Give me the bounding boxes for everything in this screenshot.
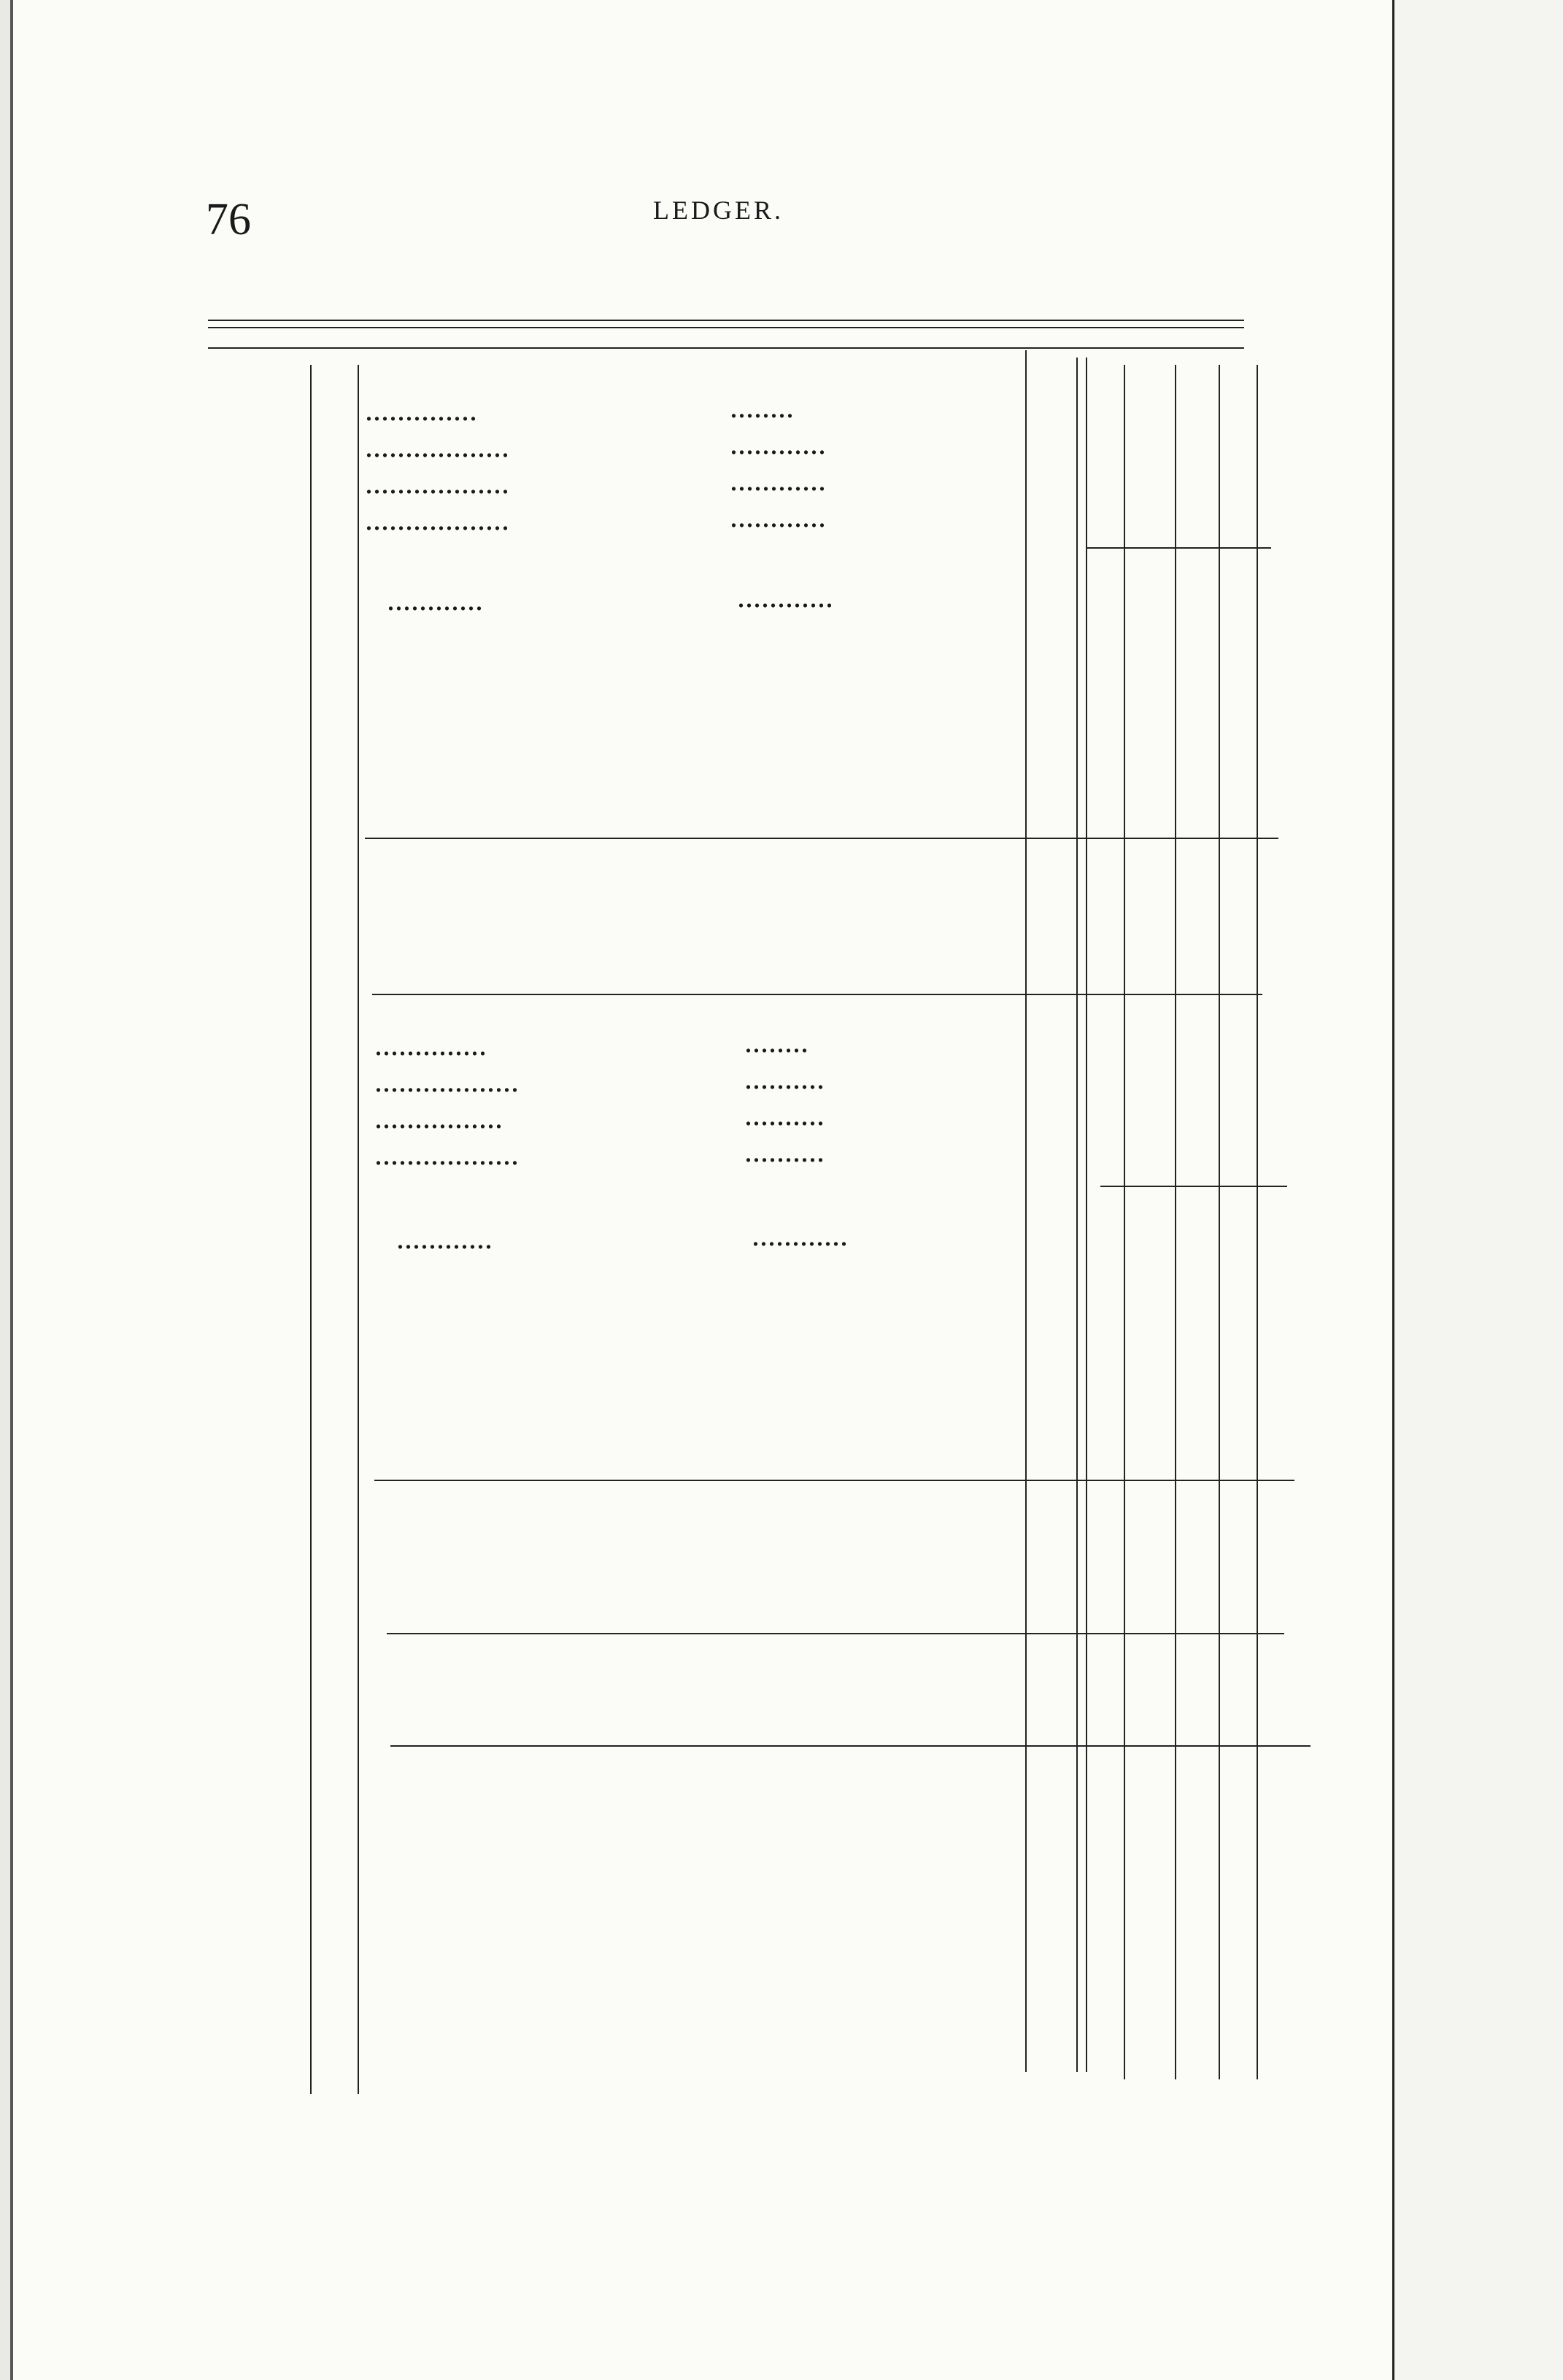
header-rule	[208, 327, 1244, 328]
account-end-rule	[390, 1745, 1311, 1747]
entry-description	[374, 1065, 519, 1097]
leader-dots: ..................	[374, 1136, 519, 1172]
leader-dots: ..........	[744, 1097, 825, 1132]
total-rule	[1087, 547, 1271, 549]
column-rule	[1219, 365, 1220, 2079]
leader-dots: ..................	[365, 465, 509, 501]
entry-description	[365, 430, 509, 463]
page-edge	[1392, 0, 1563, 2380]
account-end-rule	[374, 1480, 1294, 1481]
leader-dots: ..............	[374, 1027, 487, 1062]
entry-reference	[744, 1099, 825, 1131]
leader-dots: ........	[744, 1024, 808, 1059]
entry-description	[374, 1029, 487, 1061]
entry-description	[365, 394, 477, 426]
column-rule	[310, 365, 312, 2094]
balance-reference	[752, 1219, 848, 1251]
header-rule	[372, 994, 1262, 995]
column-rule	[1257, 365, 1258, 2079]
entry-reference	[744, 1135, 825, 1167]
leader-dots: ............	[737, 579, 833, 614]
leader-dots: ........	[730, 389, 794, 425]
running-title: LEDGER.	[653, 196, 784, 225]
leader-dots: ............	[396, 1220, 493, 1256]
leader-dots: ............	[752, 1217, 848, 1253]
header-rule	[208, 347, 1244, 349]
entry-reference	[730, 498, 826, 534]
column-rule	[1175, 365, 1176, 2079]
column-rule	[1025, 350, 1027, 2072]
entry-description	[374, 1102, 503, 1134]
page-number: 76	[206, 195, 251, 244]
leader-dots: ............	[387, 582, 483, 617]
leader-dots: ............	[730, 462, 826, 498]
entry-reference	[730, 425, 826, 461]
leader-dots: ..........	[744, 1133, 825, 1169]
leader-dots: ..................	[365, 501, 509, 537]
total-rule	[1100, 1186, 1287, 1187]
leader-dots: ............	[730, 498, 826, 534]
column-rule	[1076, 358, 1078, 2072]
header-rule	[387, 1633, 1284, 1634]
column-rule	[358, 365, 359, 2094]
header-rule	[208, 320, 1244, 321]
entry-description	[365, 503, 509, 536]
column-rule	[1086, 358, 1087, 2072]
column-rule	[1124, 365, 1125, 2079]
entry-reference	[730, 391, 794, 423]
balance-description	[387, 584, 483, 616]
leader-dots: ..................	[365, 428, 509, 464]
leader-dots: ..............	[365, 392, 477, 428]
leader-dots: ..................	[374, 1063, 519, 1099]
entry-reference	[730, 464, 826, 496]
entry-description	[365, 467, 509, 499]
leader-dots: ............	[730, 425, 826, 461]
account-end-rule	[365, 838, 1278, 839]
entry-reference	[744, 1062, 825, 1094]
entry-description	[374, 1138, 519, 1170]
ledger-page	[10, 0, 1400, 2380]
leader-dots: ..........	[744, 1060, 825, 1096]
balance-reference	[737, 581, 833, 613]
leader-dots: ................	[374, 1100, 503, 1135]
balance-description	[396, 1222, 493, 1254]
entry-reference	[744, 1026, 808, 1058]
